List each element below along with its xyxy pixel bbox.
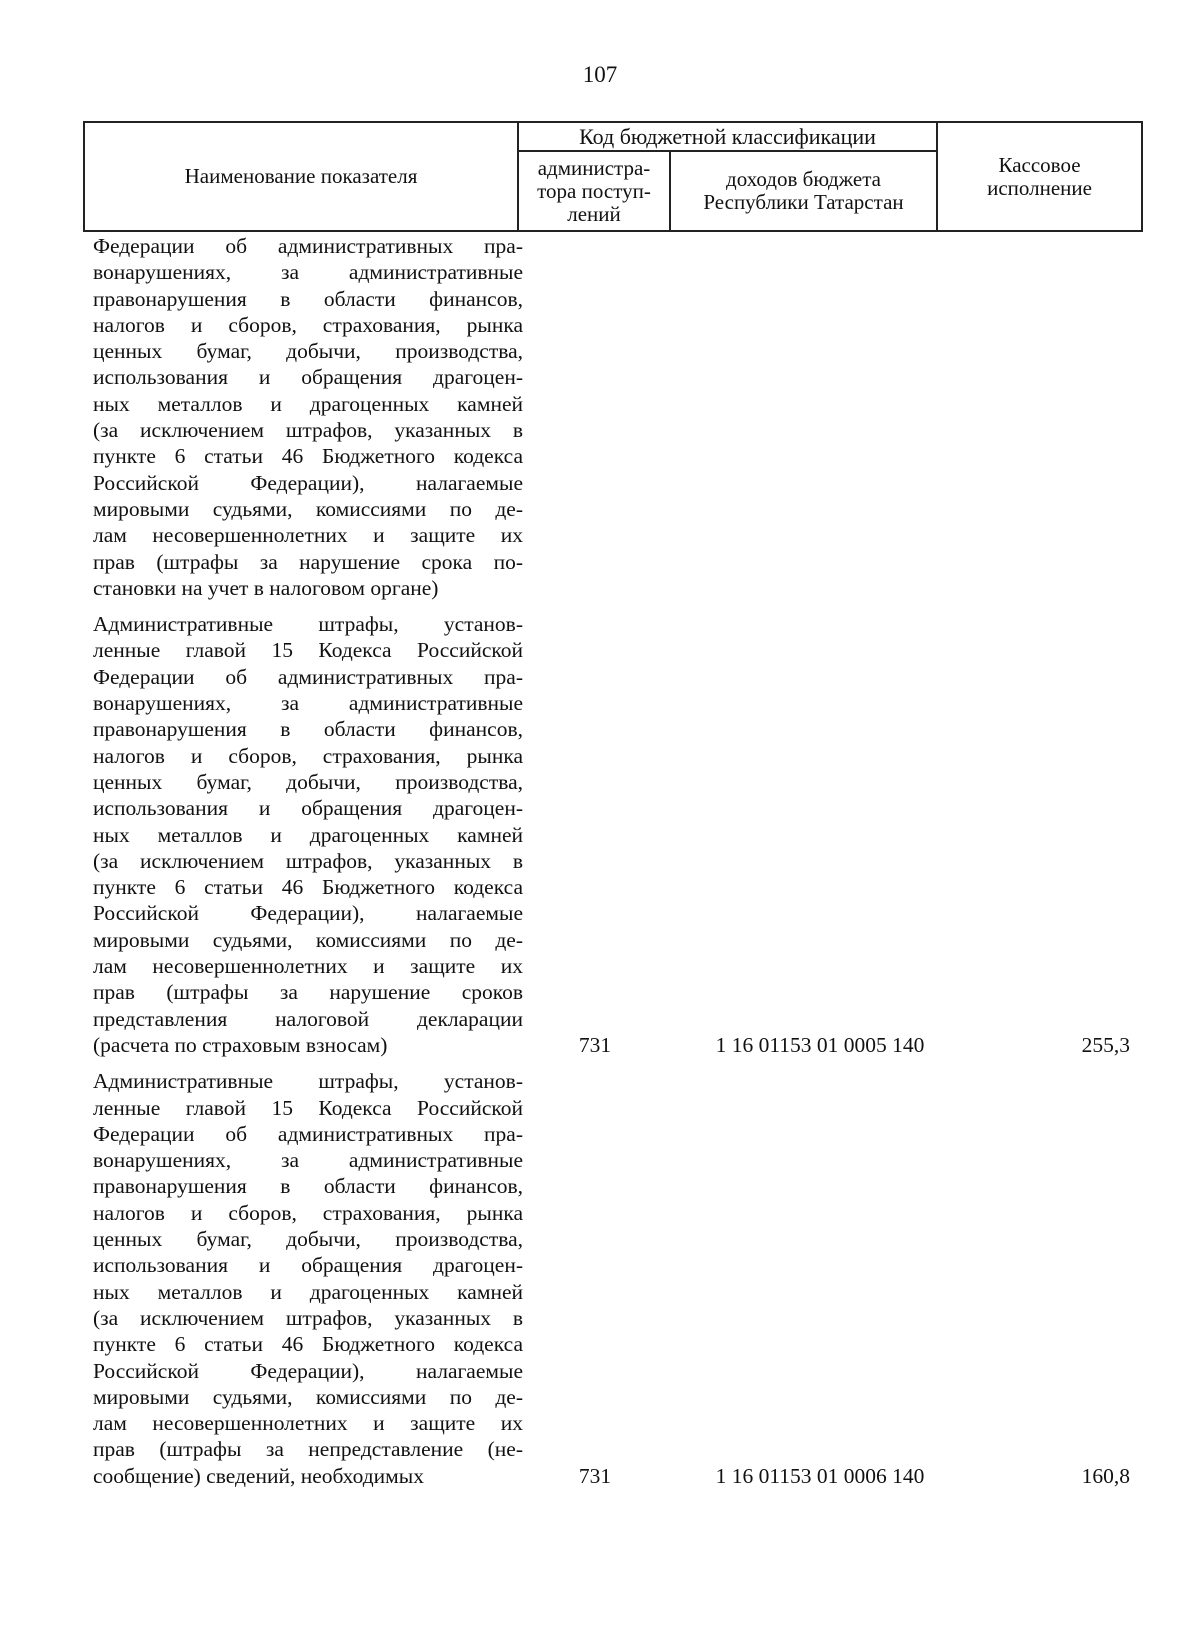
indicator-name-line: ценных бумаг, добычи, производства, xyxy=(93,339,523,364)
indicator-name-line: использования и обращения драгоцен- xyxy=(93,796,523,821)
header-admin-line: администра- xyxy=(537,155,651,180)
table-header xyxy=(83,121,1143,232)
indicator-name-line: Федерации об административных пра- xyxy=(93,664,523,689)
header-execution-line: исполнение xyxy=(987,175,1092,200)
header-admin-line: лений xyxy=(567,201,621,226)
indicator-name-line: лам несовершеннолетних и защите их xyxy=(93,1411,523,1436)
indicator-name-line: налогов и сборов, страхования, рынка xyxy=(93,312,523,337)
indicator-name-line: Административные штрафы, установ- xyxy=(93,612,523,637)
indicator-name-line: Федерации об административных пра- xyxy=(93,234,523,258)
header-execution-column xyxy=(937,122,1142,231)
admin-code: 731 xyxy=(578,1032,612,1057)
indicator-name-line: прав (штрафы за нарушение сроков xyxy=(93,980,523,1005)
indicator-name-line: пункте 6 статьи 46 Бюджетного кодекса xyxy=(93,444,523,469)
header-income-line: Республики Татарстан xyxy=(703,190,904,214)
indicator-name-line: ленные главой 15 Кодекса Российской xyxy=(93,638,523,663)
header-code-group: Код бюджетной классификации xyxy=(518,122,937,151)
indicator-name xyxy=(93,611,523,1058)
indicator-name-line: лам несовершеннолетних и защите их xyxy=(93,523,523,548)
indicator-name-line: вонарушениях, за административные xyxy=(93,1148,523,1173)
indicator-name-line: (за исключением штрафов, указанных в xyxy=(93,1305,523,1330)
indicator-name-line: Административные штрафы, установ- xyxy=(93,1069,523,1094)
indicator-name-line: пункте 6 статьи 46 Бюджетного кодекса xyxy=(93,1332,523,1357)
indicator-name-line: налогов и сборов, страхования, рынка xyxy=(93,743,523,768)
header-name-column: Наименование показателя xyxy=(84,122,518,231)
indicator-name-line: (расчета по страховым взносам) xyxy=(93,1032,388,1057)
indicator-name-line: мировыми судьями, комиссиями по де- xyxy=(93,927,523,952)
indicator-name-line: ценных бумаг, добычи, производства, xyxy=(93,1227,523,1252)
header-execution-line: Кассовое xyxy=(998,152,1081,177)
indicator-name-line: сообщение) сведений, необходимых xyxy=(93,1463,424,1488)
indicator-name-line: Российской Федерации), налагаемые xyxy=(93,901,523,926)
indicator-name-line: мировыми судьями, комиссиями по де- xyxy=(93,1384,523,1409)
indicator-name-line: прав (штрафы за нарушение срока по- xyxy=(93,549,523,574)
indicator-name-line: правонарушения в области финансов, xyxy=(93,286,523,311)
admin-code: 731 xyxy=(578,1463,612,1488)
indicator-name-line: вонарушениях, за административные xyxy=(93,691,523,716)
indicator-name-line: представления налоговой декларации xyxy=(93,1006,523,1031)
indicator-name-line: становки на учет в налоговом органе) xyxy=(93,575,439,600)
header-admin-column xyxy=(518,151,670,231)
income-code: 1 16 01153 01 0006 140 xyxy=(715,1463,925,1488)
header-income-line: доходов бюджета xyxy=(726,167,881,191)
indicator-name-line: вонарушениях, за административные xyxy=(93,260,523,285)
header-income-column xyxy=(670,151,937,231)
indicator-name-line: Федерации об административных пра- xyxy=(93,1121,523,1146)
income-code: 1 16 01153 01 0005 140 xyxy=(715,1032,925,1057)
indicator-name-line: ценных бумаг, добычи, производства, xyxy=(93,769,523,794)
indicator-name-line: лам несовершеннолетних и защите их xyxy=(93,954,523,979)
indicator-name-line: Российской Федерации), налагаемые xyxy=(93,470,523,495)
indicator-name-line: ленные главой 15 Кодекса Российской xyxy=(93,1095,523,1120)
cash-execution: 255,3 xyxy=(1081,1032,1130,1057)
indicator-name-line: ных металлов и драгоценных камней xyxy=(93,391,523,416)
indicator-name-line: налогов и сборов, страхования, рынка xyxy=(93,1200,523,1225)
indicator-name-line: прав (штрафы за непредставление (не- xyxy=(93,1437,523,1462)
indicator-name-line: (за исключением штрафов, указанных в xyxy=(93,418,523,443)
cash-execution: 160,8 xyxy=(1081,1463,1130,1488)
indicator-name-line: Российской Федерации), налагаемые xyxy=(93,1358,523,1383)
indicator-name xyxy=(93,1068,523,1489)
indicator-name-line: правонарушения в области финансов, xyxy=(93,717,523,742)
indicator-name-line: (за исключением штрафов, указанных в xyxy=(93,848,523,873)
indicator-name-line: мировыми судьями, комиссиями по де- xyxy=(93,496,523,521)
indicator-name-line: использования и обращения драгоцен- xyxy=(93,365,523,390)
header-admin-line: тора поступ- xyxy=(537,178,651,203)
indicator-name xyxy=(93,233,523,601)
indicator-name-line: пункте 6 статьи 46 Бюджетного кодекса xyxy=(93,875,523,900)
page-number: 107 xyxy=(582,62,618,87)
indicator-name-line: ных металлов и драгоценных камней xyxy=(93,822,523,847)
indicator-name-line: использования и обращения драгоцен- xyxy=(93,1253,523,1278)
indicator-name-line: правонарушения в области финансов, xyxy=(93,1174,523,1199)
indicator-name-line: ных металлов и драгоценных камней xyxy=(93,1279,523,1304)
